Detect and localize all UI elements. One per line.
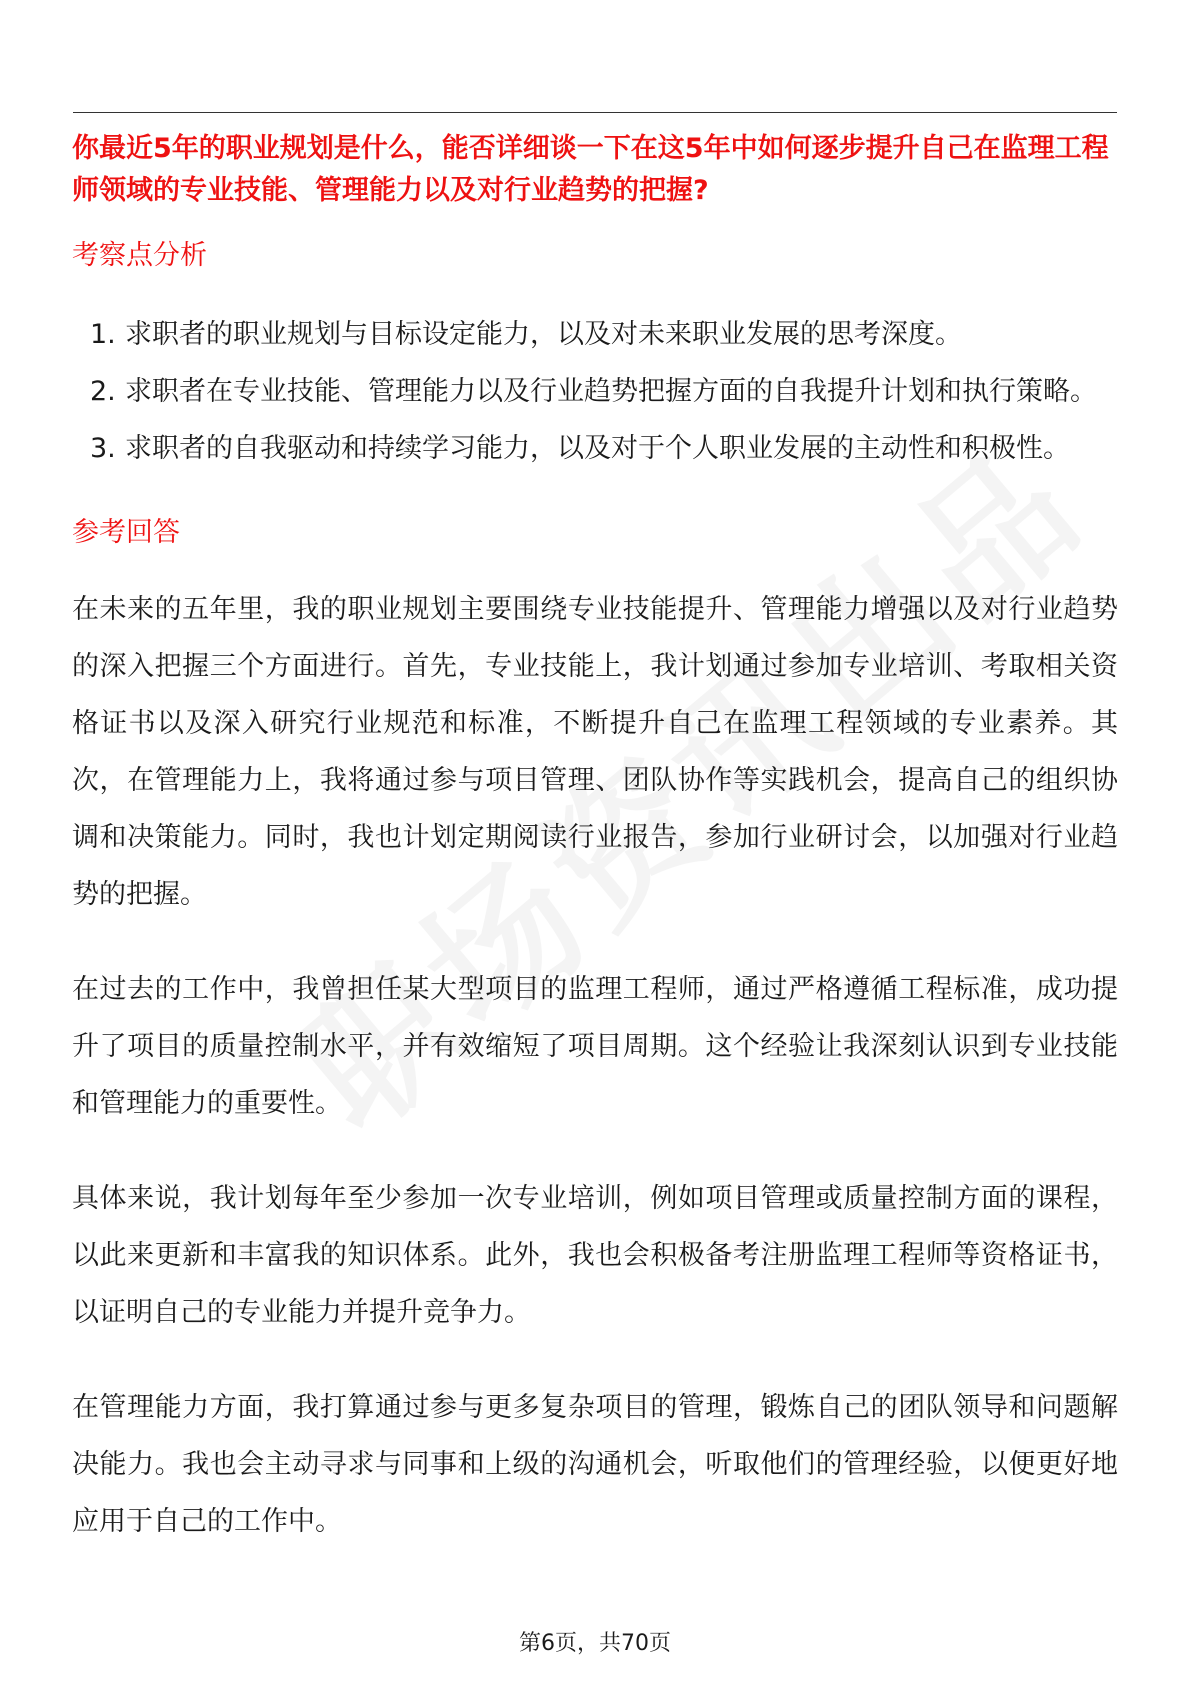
analysis-item-text: 求职者的职业规划与目标设定能力，以及对未来职业发展的思考深度。 [125,319,962,350]
list-number: 2. [90,376,116,407]
analysis-heading: 考察点分析 [72,240,207,271]
answer-heading: 参考回答 [72,517,180,548]
analysis-item-text: 求职者在专业技能、管理能力以及行业趋势把握方面的自我提升计划和执行策略。 [125,376,1097,407]
analysis-item-text: 求职者的自我驱动和持续学习能力，以及对于个人职业发展的主动性和积极性。 [125,433,1070,464]
page-number: 第6页，共70页 [519,1631,671,1656]
answer-paragraph: 在未来的五年里，我的职业规划主要围绕专业技能提升、管理能力增强以及对行业趋势的深入把握三个方面进行。首先，专业技能上，我计划通过参加专业培训、考取相关资格证书以及深入研究行业规范和标准，不断提升自己在监理工程领域的专业素养。其次，在管理能力上，我将通过参与项目管理、团队协作等实践机会，提高自己的组织协调和决策能力。同时，我也计划定期阅读行业报告，参加行业研讨会，以加强对行业趋势的把握。 [72,594,1118,910]
interview-question: 你最近5年的职业规划是什么，能否详细谈一下在这5年中如何逐步提升自己在监理工程师领域的专业技能、管理能力以及对行业趋势的把握? [72,133,1109,206]
list-number: 1. [90,319,116,350]
analysis-item [72,363,1118,420]
header-divider [73,112,1117,113]
answer-paragraph: 在过去的工作中，我曾担任某大型项目的监理工程师，通过严格遵循工程标准，成功提升了项目的质量控制水平，并有效缩短了项目周期。这个经验让我深刻认识到专业技能和管理能力的重要性。 [72,974,1118,1119]
answer-paragraph: 具体来说，我计划每年至少参加一次专业培训，例如项目管理或质量控制方面的课程，以此来更新和丰富我的知识体系。此外，我也会积极备考注册监理工程师等资格证书，以证明自己的专业能力并提升竞争力。 [72,1183,1118,1328]
answer-paragraph: 在管理能力方面，我打算通过参与更多复杂项目的管理，锻炼自己的团队领导和问题解决能力。我也会主动寻求与同事和上级的沟通机会，听取他们的管理经验，以便更好地应用于自己的工作中。 [72,1392,1118,1537]
page-content [72,128,1118,1550]
analysis-item [72,306,1118,363]
analysis-item [72,420,1118,477]
list-number: 3. [90,433,116,464]
analysis-list [72,306,1118,477]
